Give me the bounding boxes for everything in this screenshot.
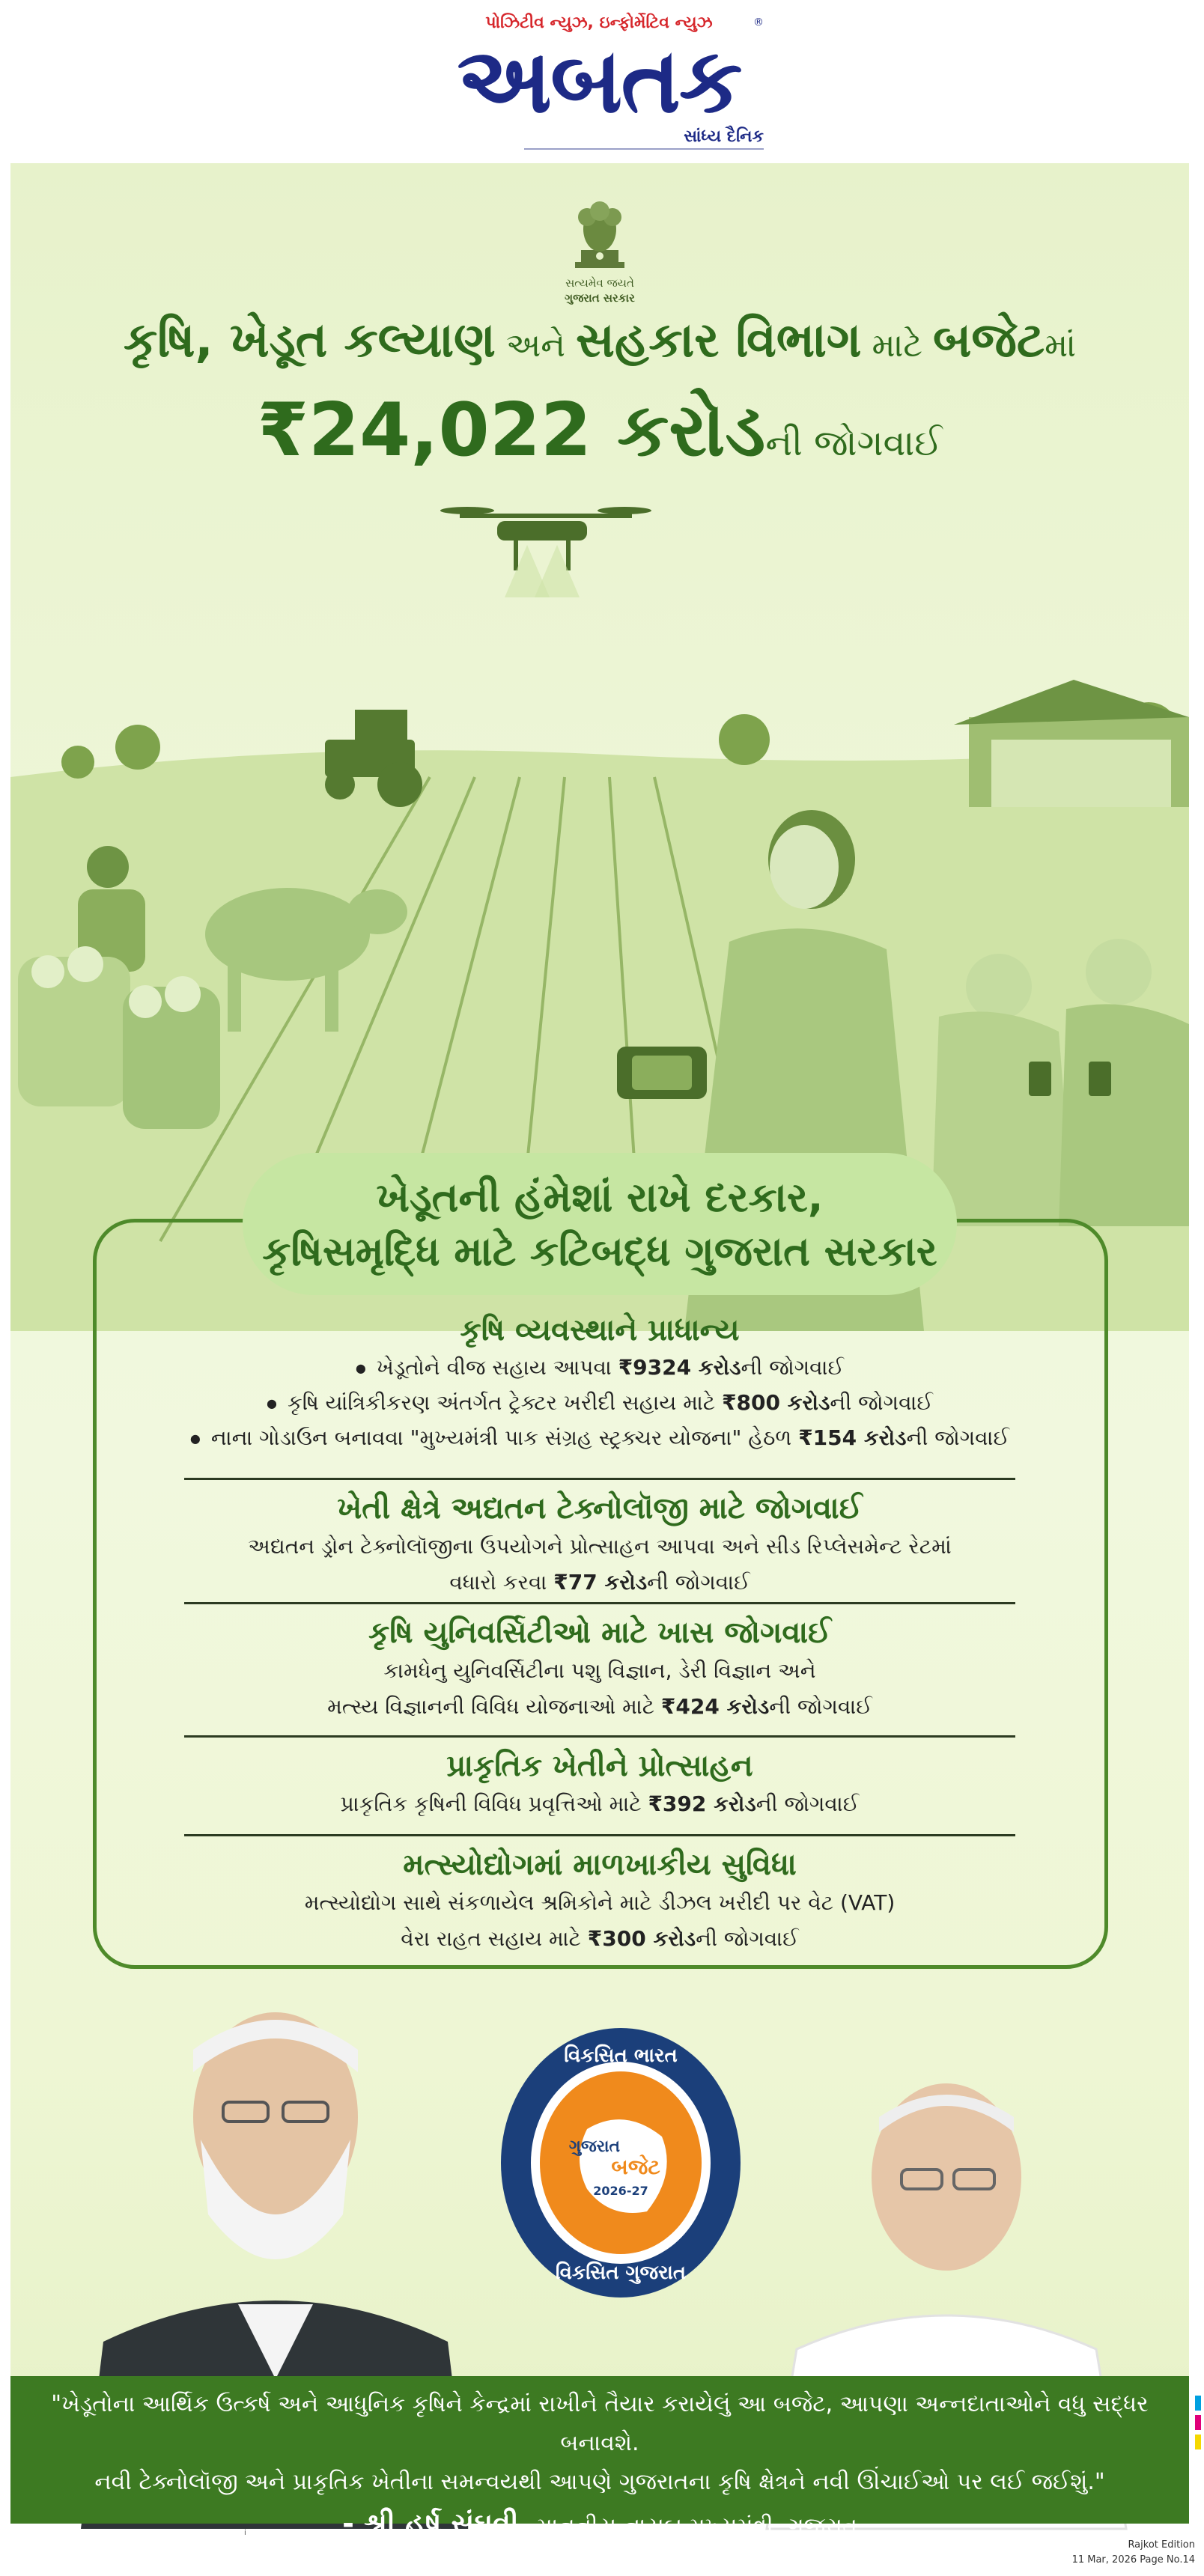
section-title: મત્સ્યોદ્યોગમાં માળખાકીય સુવિધા [403,1848,797,1882]
headline-part: કૃષિ, ખેડૂત કલ્યાણ [123,313,496,368]
color-registration-marks [1195,2396,1201,2454]
item-suffix: ની જોગવાઈ [696,1926,799,1951]
section-line [168,1689,1032,1725]
yellow-mark [1195,2435,1201,2449]
edition-name: Rajkot Edition [1128,2539,1195,2551]
newspaper-logo[interactable]: અબતક [457,29,741,133]
item-text: પ્રાકૃતિક કૃષિની વિવિધ પ્રવૃત્તિઓ માટે [340,1791,648,1816]
headline-department [10,313,1189,368]
emblem-motto: સત્યમેવ જયતે [565,276,634,290]
national-emblem-icon [565,192,635,281]
section-line [168,1786,1032,1822]
masthead-tagline: પોઝિટીવ ન્યુઝ, ઇન્ફોર્મેટિવ ન્યુઝ [485,13,713,32]
headline-part: સહકાર વિભાગ [576,313,862,368]
item-suffix: ની જોગવાઈ [741,1355,845,1380]
item-text: નાના ગોડાઉન બનાવવા "મુખ્યમંત્રી પાક સંગ્રહ સ્ટ્રક્ચર યોજના" હેઠળ [210,1425,799,1450]
item-text: કૃષિ યાંત્રિકીકરણ અંતર્ગત ટ્રેક્ટર ખરીદી સહાય માટે [287,1390,723,1415]
budget-advertisement [10,163,1189,2540]
author-role: માનનીય નાયબ મુખ્યમંત્રી, ગુજરાત [529,2513,857,2539]
section-line [168,1565,1032,1601]
badge-center-text: બજેટ [611,2155,660,2179]
badge-bottom-text: વિકસિત ગુજરાત [555,2262,687,2284]
quote-line: "ખેડૂતોના આર્થિક ઉત્કર્ષ અને આધુનિક કૃષિને કેન્દ્રમાં રાખીને તૈયાર કરાયેલું આ બજેટ, આપણા અન્નદાતાઓને વધુ સદ્ધર બનાવશે. [51,2391,1149,2456]
section-natural-farming [168,1746,1032,1822]
section-agriculture-priority [168,1310,1032,1456]
headline-amount [10,388,1189,474]
emblem-caption [535,275,665,305]
item-text: મત્સ્ય વિજ્ઞાનની વિવિધ યોજનાઓ માટે [327,1694,661,1719]
item-amount: ₹77 કરોડ [553,1570,648,1595]
author-name: - શ્રી હર્ષ સંઘવી, [342,2507,530,2540]
cyan-mark [1195,2396,1201,2411]
registered-mark: ® [753,16,764,28]
emblem-government: ગુજરાત સરકાર [565,291,635,305]
item-text: ખેડૂતોને વીજ સહાય આપવા [376,1355,618,1380]
item-amount: ₹300 કરોડ [587,1926,696,1951]
section-line: કામધેનુ યુનિવર્સિટીના પશુ વિજ્ઞાન, ડેરી વિજ્ઞાન અને [383,1658,816,1683]
item-amount: ₹424 કરોડ [660,1694,770,1719]
budget-amount: ₹24,022 કરોડ [257,388,766,473]
badge-center-text: ગુજરાત [568,2137,621,2156]
badge-top-text: વિકસિત ભારત [564,2044,678,2067]
item-suffix: ની જોગવાઈ [647,1570,750,1595]
page-mark: i [244,2529,246,2537]
headline-part: માટે [861,326,933,365]
section-title: કૃષિ યુનિવર્સિટીઓ માટે ખાસ જોગવાઈ [368,1616,831,1650]
item-amount: ₹800 કરોડ [722,1390,830,1415]
item-amount: ₹392 કરોડ [648,1791,756,1816]
slogan-line: કૃષિસમૃદ્ધિ માટે કટિબદ્ધ ગુજરાત સરકાર [262,1228,937,1275]
headline-part: બજેટ [932,313,1045,368]
item-suffix: ની જોગવાઈ [769,1694,872,1719]
quote-author [10,2502,1189,2548]
masthead [0,0,1204,161]
budget-logo-badge [497,2024,744,2301]
list-item [168,1386,1032,1421]
slogan-line: ખેડૂતની હંમેશાં રાખે દરકાર, [376,1174,824,1221]
drone-icon [440,507,651,597]
quote-line: નવી ટેક્નોલૉજી અને પ્રાકૃતિક ખેતીના સમન્વયથી આપણે ગુજરાતના કૃષિ ક્ષેત્રને નવી ઊંચાઈઓ પર લઈ જઈશું." [94,2469,1105,2495]
slogan-pill [243,1153,957,1295]
section-universities [168,1613,1032,1725]
section-divider [184,1834,1015,1836]
headline-part: માં [1045,326,1077,365]
logo-underline [524,148,764,150]
magenta-mark [1195,2415,1201,2430]
item-suffix: ની જોગવાઈ [755,1791,860,1816]
section-line: મત્સ્યોદ્યોગ સાથે સંકળાયેલ શ્રમિકોને માટે ડીઝલ ખરીદી પર વેટ (VAT) [304,1890,896,1915]
item-suffix: ની જોગવાઈ [906,1425,1010,1450]
item-amount: ₹9324 કરોડ [618,1355,741,1380]
section-divider [184,1735,1015,1738]
masthead-subtitle: સાંધ્ય દૈનિક [684,127,764,146]
section-divider [184,1602,1015,1604]
item-amount: ₹154 કરોડ [798,1425,907,1450]
headline-part: અને [495,326,577,365]
section-technology [168,1488,1032,1601]
section-title: ખેતી ક્ષેત્રે અદ્યતન ટેક્નોલૉજી માટે જોગવાઈ [337,1491,863,1526]
section-fisheries [168,1845,1032,1957]
warehouse-icon [954,680,1189,807]
section-line [168,1921,1032,1957]
item-text: વધારો કરવા [449,1570,554,1595]
list-item [168,1421,1032,1456]
section-title: કૃષિ વ્યવસ્થાને પ્રાધાન્ય [460,1313,740,1348]
quote-bar [10,2376,1189,2540]
list-item [168,1351,1032,1386]
section-line: અદ્યતન ડ્રોન ટેક્નોલૉજીના ઉપયોગને પ્રોત્સાહન આપવા અને સીડ રિપ્લેસમેન્ટ રેટમાં [248,1534,952,1559]
section-title: પ્રાકૃતિક ખેતીને પ્રોત્સાહન [446,1749,753,1783]
item-text: વેરા રાહત સહાય માટે [401,1926,588,1951]
item-suffix: ની જોગવાઈ [830,1390,933,1415]
section-divider [184,1478,1015,1480]
edition-info [1072,2538,1195,2568]
edition-date: 11 Mar, 2026 Page No.14 [1071,2554,1195,2566]
budget-amount-suffix: ની જોગવાઈ [765,422,943,464]
badge-year: 2026-27 [593,2184,648,2198]
